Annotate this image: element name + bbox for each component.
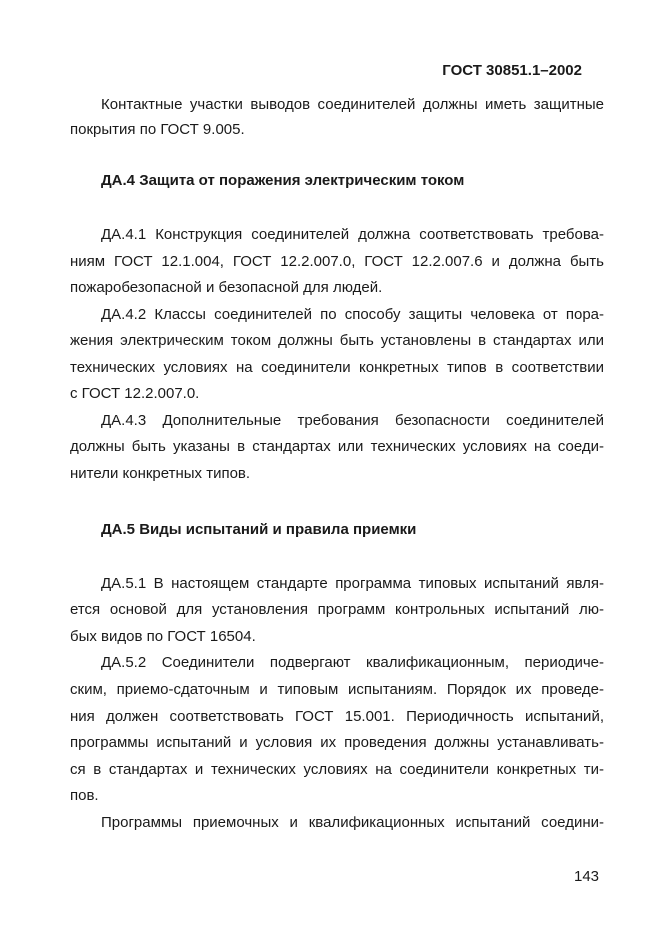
text-line: пожаробезопасной и безопасной для людей.: [70, 279, 383, 296]
text-line: ниям ГОСТ 12.1.004, ГОСТ 12.2.007.0, ГОСТ 12.2.007.6 и должна быть: [70, 253, 604, 270]
text-line: нители конкретных типов.: [70, 465, 251, 482]
text-line: с ГОСТ 12.2.007.0.: [70, 385, 200, 402]
text-line: программы испытаний и условия их проведения должны устанавливать-: [70, 734, 604, 751]
text-line: ДА.5.2 Соединители подвергают квалификационным, периодиче-: [101, 654, 604, 671]
text-line: ся в стандартах и технических условиях на соединители конкретных ти-: [70, 761, 604, 778]
text-line: технических условиях на соединители конкретных типов в соответствии: [70, 359, 604, 376]
text-line: бых видов по ГОСТ 16504.: [70, 628, 256, 645]
text-line: ДА.4.3 Дополнительные требования безопасности соединителей: [101, 412, 604, 429]
text-line: Контактные участки выводов соединителей должны иметь защитные: [101, 96, 604, 113]
text-line: ским, приемо-сдаточным и типовым испытаниям. Порядок их проведе-: [70, 681, 604, 698]
text-line: ДА.4.1 Конструкция соединителей должна соответствовать требова-: [101, 226, 604, 243]
page-number: 143: [574, 868, 600, 885]
section-heading: ДА.5 Виды испытаний и правила приемки: [101, 521, 417, 538]
text-line: ется основой для установления программ контрольных испытаний лю-: [70, 601, 604, 618]
text-line: должны быть указаны в стандартах или технических условиях на соеди-: [70, 438, 604, 455]
document-header: ГОСТ 30851.1–2002: [442, 62, 582, 79]
text-line: ДА.4.2 Классы соединителей по способу защиты человека от пора-: [101, 306, 604, 323]
text-line: пов.: [70, 787, 99, 804]
text-line: ДА.5.1 В настоящем стандарте программа типовых испытаний явля-: [101, 575, 604, 592]
text-line: жения электрическим током должны быть установлены в стандартах или: [70, 332, 604, 349]
text-line: Программы приемочных и квалификационных испытаний соедини-: [101, 814, 604, 831]
section-heading: ДА.4 Защита от поражения электрическим током: [101, 172, 465, 189]
text-line: ния должен соответствовать ГОСТ 15.001. Периодичность испытаний,: [70, 708, 604, 725]
text-line: покрытия по ГОСТ 9.005.: [70, 121, 245, 138]
